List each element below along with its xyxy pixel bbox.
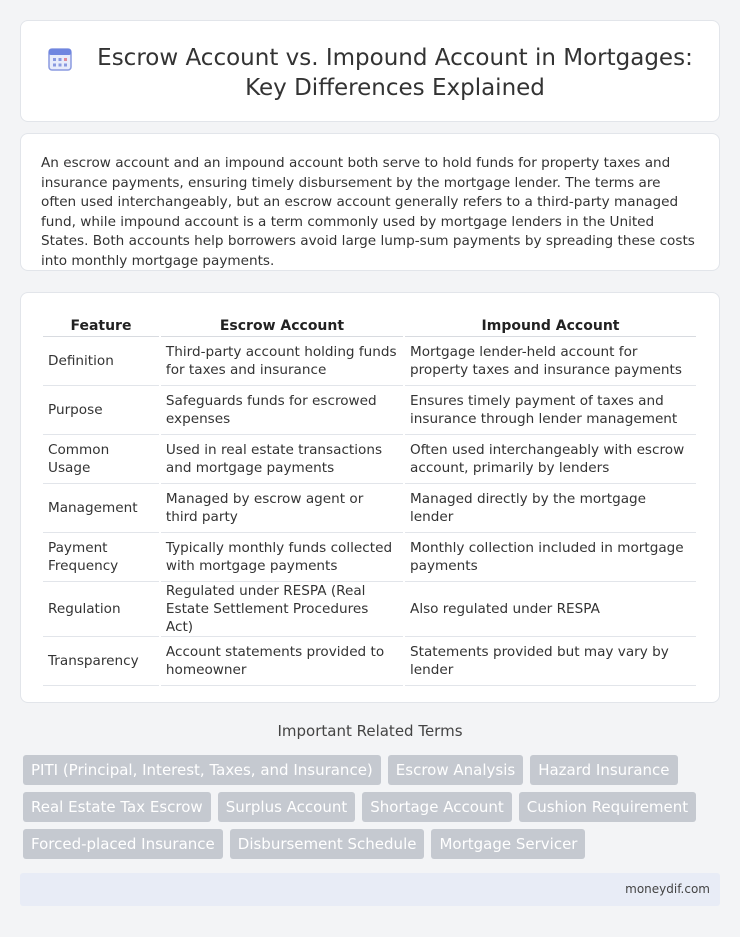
tag-disbursement-schedule[interactable]: Disbursement Schedule [230, 829, 425, 859]
tag-real-estate-tax-escrow[interactable]: Real Estate Tax Escrow [23, 792, 211, 822]
title-card [20, 20, 720, 122]
row-escrow: Safeguards funds for escrowed expenses [161, 386, 403, 435]
table-row [43, 637, 696, 686]
header-impound: Impound Account [405, 315, 696, 337]
related-terms [23, 755, 703, 866]
footer [20, 873, 720, 906]
row-escrow: Account statements provided to homeowner [161, 637, 403, 686]
row-impound: Also regulated under RESPA [405, 582, 696, 637]
header-escrow: Escrow Account [161, 315, 403, 337]
row-escrow: Third-party account holding funds for taxes and insurance [161, 337, 403, 386]
related-terms-heading: Important Related Terms [277, 722, 463, 740]
table-row [43, 337, 696, 386]
table-row [43, 484, 696, 533]
tag-piti[interactable]: PITI (Principal, Interest, Taxes, and Insurance) [23, 755, 381, 785]
tag-escrow-analysis[interactable]: Escrow Analysis [388, 755, 523, 785]
comparison-card [20, 292, 720, 703]
footer-site[interactable]: moneydif.com [625, 882, 710, 896]
row-feature: Payment Frequency [43, 533, 159, 582]
row-escrow: Regulated under RESPA (Real Estate Settlement Procedures Act) [161, 582, 403, 637]
row-feature: Common Usage [43, 435, 159, 484]
row-feature: Management [43, 484, 159, 533]
tag-shortage-account[interactable]: Shortage Account [362, 792, 512, 822]
row-feature: Definition [43, 337, 159, 386]
row-impound: Ensures timely payment of taxes and insurance through lender management [405, 386, 696, 435]
row-impound: Managed directly by the mortgage lender [405, 484, 696, 533]
row-impound: Often used interchangeably with escrow account, primarily by lenders [405, 435, 696, 484]
tag-forced-placed-insurance[interactable]: Forced-placed Insurance [23, 829, 223, 859]
header-feature: Feature [43, 315, 159, 337]
row-escrow: Used in real estate transactions and mortgage payments [161, 435, 403, 484]
table-row [43, 435, 696, 484]
tag-hazard-insurance[interactable]: Hazard Insurance [530, 755, 677, 785]
comparison-table [41, 315, 698, 686]
intro-paragraph: An escrow account and an impound account both serve to hold funds for property taxes and insurance payments, ensuring timely disbursement by the mortgage lender. The terms are often used interchangeably, but an escrow account generally refers to a third-party managed fund, while impound account is a term commonly used by mortgage lenders in the United States. Both accounts help borrowers avoid large lump-sum payments by spreading these costs into monthly mortgage payments. [41, 155, 695, 269]
row-impound: Statements provided but may vary by lender [405, 637, 696, 686]
row-feature: Transparency [43, 637, 159, 686]
tag-row [23, 829, 703, 859]
table-row [43, 386, 696, 435]
tag-row [23, 792, 703, 822]
row-impound: Mortgage lender-held account for property taxes and insurance payments [405, 337, 696, 386]
intro-card [20, 133, 720, 271]
page-title: Escrow Account vs. Impound Account in Mortgages: Key Differences Explained [97, 45, 693, 101]
tag-surplus-account[interactable]: Surplus Account [218, 792, 356, 822]
table-row [43, 582, 696, 637]
row-feature: Regulation [43, 582, 159, 637]
row-escrow: Managed by escrow agent or third party [161, 484, 403, 533]
row-impound: Monthly collection included in mortgage payments [405, 533, 696, 582]
tag-mortgage-servicer[interactable]: Mortgage Servicer [431, 829, 585, 859]
table-row [43, 533, 696, 582]
row-escrow: Typically monthly funds collected with mortgage payments [161, 533, 403, 582]
table-header-row [43, 315, 696, 337]
tag-row [23, 755, 703, 785]
row-feature: Purpose [43, 386, 159, 435]
tag-cushion-requirement[interactable]: Cushion Requirement [519, 792, 696, 822]
